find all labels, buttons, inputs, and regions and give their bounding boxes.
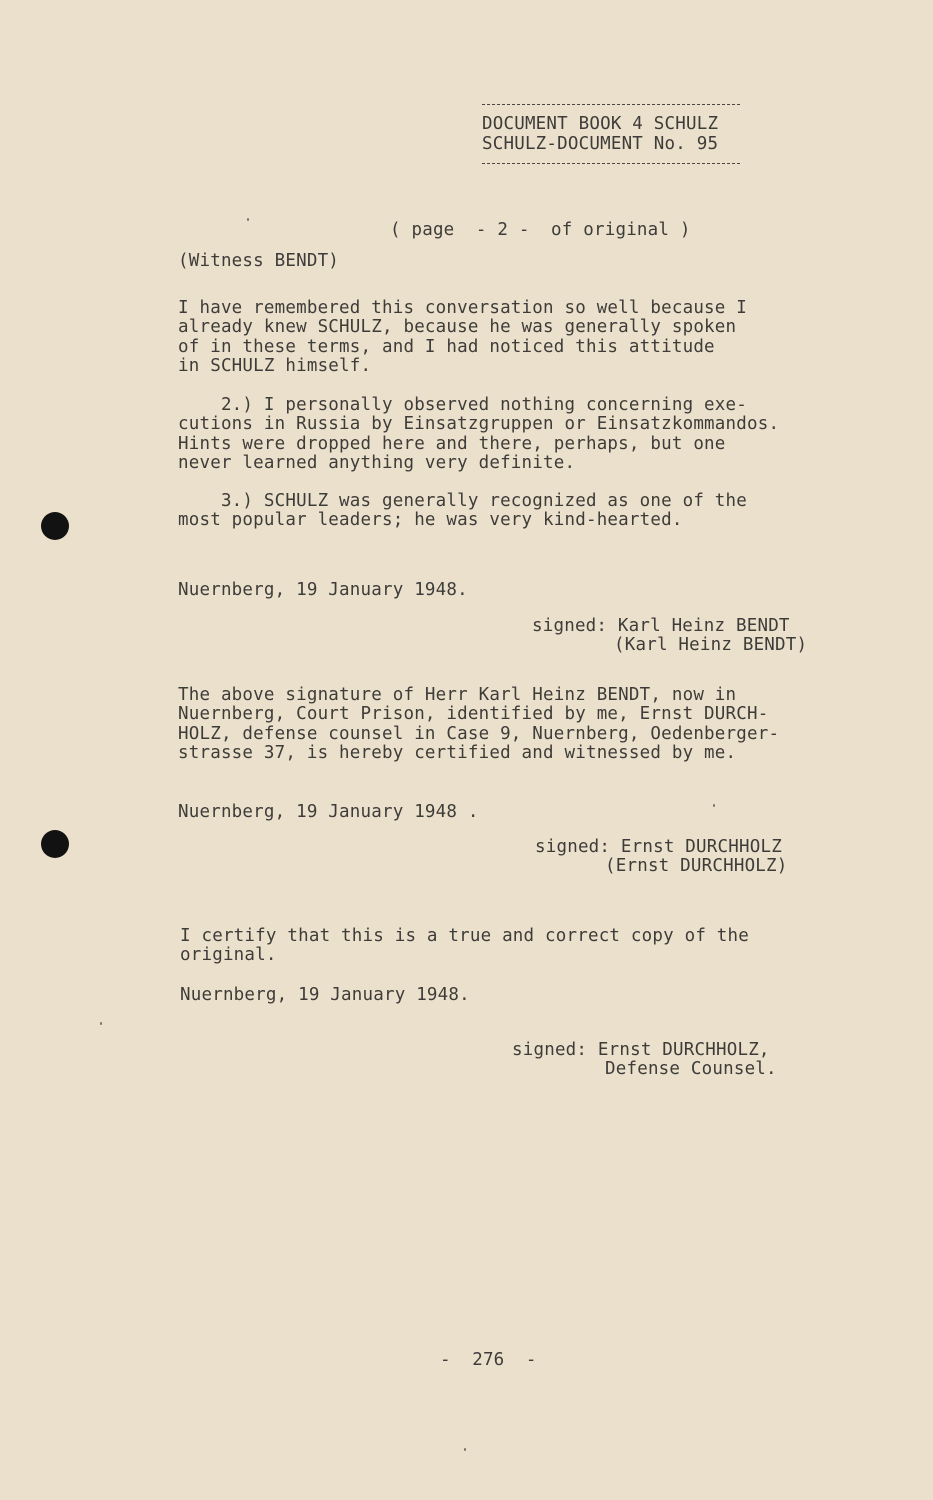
date-line-1: Nuernberg, 19 January 1948. [178,580,468,600]
paragraph-line: Nuernberg, Court Prison, identified by me, Ernst DURCH- [178,704,769,724]
paper-speck [247,218,249,221]
paragraph-line: original. [180,945,277,965]
header-rule-top [482,104,740,105]
paragraph-line: never learned anything very definite. [178,453,576,473]
document-number-label: SCHULZ-DOCUMENT No. 95 [482,134,719,154]
date-line-2: Nuernberg, 19 January 1948 . [178,802,479,822]
paragraph-line: Hints were dropped here and there, perhaps, but one [178,434,726,454]
paragraph-line: of in these terms, and I had noticed this attitude [178,337,715,357]
signature-3-title: Defense Counsel. [605,1059,777,1079]
signature-2-line: signed: Ernst DURCHHOLZ [535,837,782,857]
paragraph-line: I certify that this is a true and correct copy of the [180,926,750,946]
witness-label: (Witness BENDT) [178,251,340,271]
page-number: - 276 - [440,1350,537,1370]
paper-speck [464,1448,466,1451]
signature-3-line: signed: Ernst DURCHHOLZ, [512,1040,770,1060]
paragraph-line: already knew SCHULZ, because he was generally spoken [178,317,737,337]
paragraph-line: I have remembered this conversation so well because I [178,298,748,318]
header-rule-bottom [482,163,740,164]
paragraph-line: 3.) SCHULZ was generally recognized as one of the [178,491,748,511]
signature-1-line: signed: Karl Heinz BENDT [532,616,790,636]
page-of-original-marker: ( page - 2 - of original ) [390,220,691,240]
paragraph-line: most popular leaders; he was very kind-hearted. [178,510,683,530]
document-book-label: DOCUMENT BOOK 4 SCHULZ [482,114,719,134]
paragraph-line: strasse 37, is hereby certified and witnessed by me. [178,743,737,763]
signature-2-name: (Ernst DURCHHOLZ) [605,856,788,876]
paragraph-line: 2.) I personally observed nothing concerning exe- [178,395,748,415]
date-line-3: Nuernberg, 19 January 1948. [180,985,470,1005]
paragraph-line: in SCHULZ himself. [178,356,372,376]
paper-speck [100,1022,102,1025]
paragraph-line: HOLZ, defense counsel in Case 9, Nuernberg, Oedenberger- [178,724,780,744]
paper-speck [713,804,715,807]
paragraph-line: cutions in Russia by Einsatzgruppen or Einsatzkommandos. [178,414,780,434]
paragraph-line: The above signature of Herr Karl Heinz BENDT, now in [178,685,737,705]
punch-hole-top [41,512,69,540]
signature-1-name: (Karl Heinz BENDT) [614,635,808,655]
punch-hole-bottom [41,830,69,858]
